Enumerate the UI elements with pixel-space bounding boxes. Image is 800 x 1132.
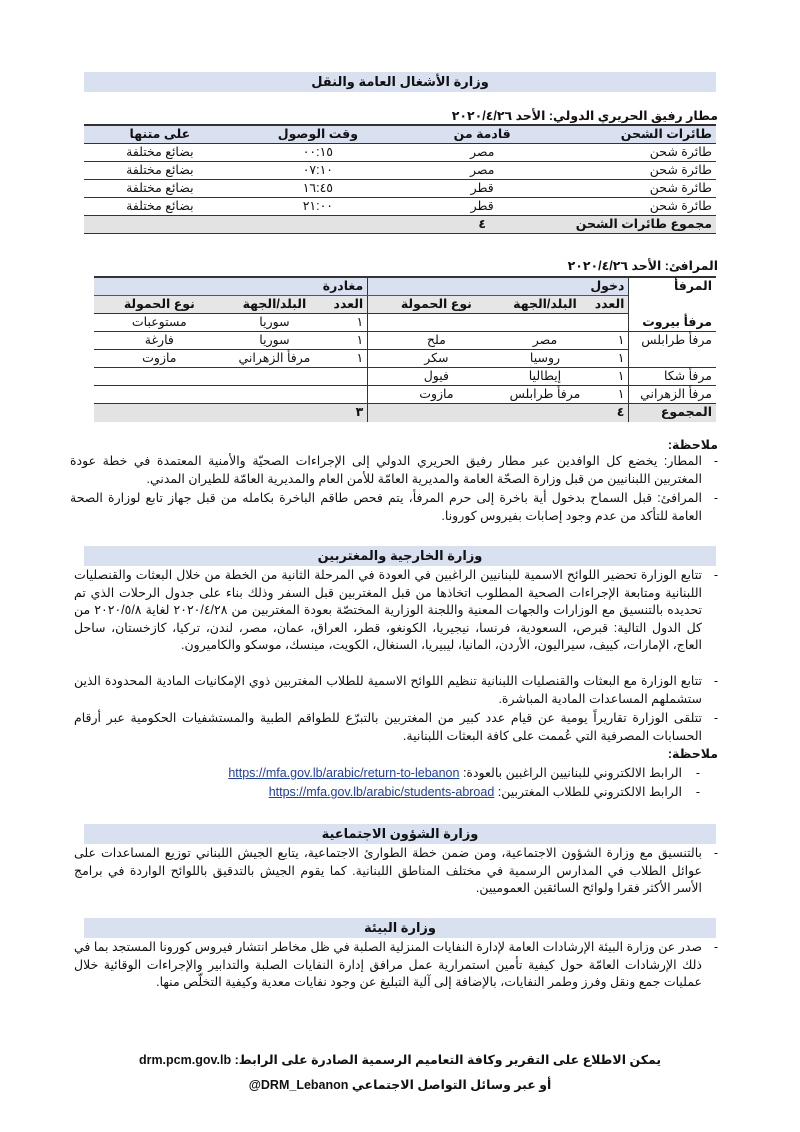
total-label: مجموع طائرات الشحن <box>564 216 716 234</box>
transport-note-label: ملاحظة: <box>667 438 718 452</box>
cell: مصر <box>400 144 564 162</box>
cell: روسيا <box>505 350 586 368</box>
total-value: ٤ <box>400 216 564 234</box>
ports-table <box>94 276 716 422</box>
table-row <box>94 332 716 350</box>
footer-line-2: أو عبر وسائل التواصل الاجتماعي @DRM_Lebanon <box>248 1078 552 1092</box>
total-label: المجموع <box>629 404 716 422</box>
table-row <box>94 386 716 404</box>
table-row <box>94 314 716 332</box>
cell: بضائع مختلفة <box>84 144 236 162</box>
cell: بضائع مختلفة <box>84 162 236 180</box>
column-header: نوع الحمولة <box>368 296 505 314</box>
table-row <box>84 198 716 216</box>
cell: قطر <box>400 180 564 198</box>
link-item: - الرابط الالكتروني للبنانيين الراغبين بالعودة: https://mfa.gov.lb/arabic/return-to-lebanon <box>228 766 700 780</box>
cell <box>94 368 225 386</box>
environment-item-1: - صدر عن وزارة البيئة الإرشادات العامة لإدارة النفايات المنزلية الصلبة في ظل مخاطر انتشار فيروس كورونا المستجد بما في ذلك الإرشادات العامّة حول كيفية تأمين استمرارية عمل مرافق إدارة النفايات الصلبة والتدابير والإجراءات الوقائية خلال عمليات جمع ونقل وفرز وطمر النفايات، بالإضافة إلى آلية التبليغ عن وجود نفايات معدية وكيفية التخلّص منها. <box>74 940 718 989</box>
cell <box>84 216 236 234</box>
port-name: مرفأ بيروت <box>629 314 716 332</box>
foreign-item-3: - تتلقى الوزارة تقاريراً يومية عن قيام عدد كبير من المغتربين بالتبرّع للطواقم الطبية والمستشفيات الحكومية عبر أرقام الحسابات المصرفية التي عُممت على كافة البعثات اللبنانية. <box>74 711 718 743</box>
table-total-row <box>94 404 716 422</box>
column-header: طائرات الشحن <box>564 125 716 144</box>
port-name: مرفأ طرابلس <box>629 332 716 368</box>
table-row <box>84 162 716 180</box>
cell: ١ <box>585 332 629 350</box>
total-in: ٤ <box>585 404 629 422</box>
section-header-social: وزارة الشؤون الاجتماعية <box>84 824 716 844</box>
cell <box>505 314 586 332</box>
column-header: العدد <box>585 296 629 314</box>
cell <box>225 386 325 404</box>
table-total-row <box>84 216 716 234</box>
link-item: - الرابط الالكتروني للطلاب المغتربين: https://mfa.gov.lb/arabic/students-abroad <box>268 785 700 799</box>
section-header-foreign: وزارة الخارجية والمغتربين <box>84 546 716 566</box>
column-header: نوع الحمولة <box>94 296 225 314</box>
cell: مصر <box>505 332 586 350</box>
port-name: مرفأ الزهراني <box>629 386 716 404</box>
port-name: مرفأ شكا <box>629 368 716 386</box>
foreign-item-1: - تتابع الوزارة تحضير اللوائح الاسمية للبنانيين الراغبين في العودة في المرحلة الثانية من الخطة من خلال البعثات والقنصليات اللبنانية ومتابعة الإجراءات الصحية المطلوب اتخاذها من قبل المغتربين قبل السفر وذلك بناء على جدول الرحلات الذي تم تحديده بالتنسيق مع الوزارات والجهات المعنية واللجنة الوزارية المختصّة بعودة المغتربين من ٢٠٢٠/٤/٢٨ لغاية ٢٠٢٠/٥/٨ من كل الدول التالية: قبرص، السعودية، فرنسا، نيجيريا، الكونغو، قطر، العراق، عمان، مصر، لندن، تركيا، كازخستان، ساحل العاج، الإمارات، كييف، سيراليون، الأردن، المانيا، ليبيريا، السنغال، الكويت، مينسك، موسكو والكاميرون. <box>74 568 718 652</box>
table-row <box>94 350 716 368</box>
port-column-header: المرفأ <box>629 277 716 314</box>
cell <box>94 386 225 404</box>
cell: ١ <box>585 368 629 386</box>
cell: ١ <box>324 314 368 332</box>
note-item-airport: - المطار: يخضع كل الوافدين عبر مطار رفيق الحريري الدولي إلى الإجراءات الصحيّة والأمنية المعتمدة في خطة عودة المغتربين اللبنانيين من قبل وزارة الصحّة العامة والمديرية العامّة للأمن العام والمديرية العامّة للطيران المدني. <box>70 454 718 486</box>
column-header: البلد/الجهة <box>225 296 325 314</box>
column-header: على متنها <box>84 125 236 144</box>
table-row <box>84 144 716 162</box>
cell: ١٦:٤٥ <box>236 180 400 198</box>
cell: ١ <box>324 332 368 350</box>
total-out: ٣ <box>324 404 368 422</box>
cell: ملح <box>368 332 505 350</box>
students-abroad-link[interactable]: https://mfa.gov.lb/arabic/students-abroad <box>268 785 495 799</box>
footer-website-link[interactable]: drm.pcm.gov.lb <box>138 1053 232 1067</box>
column-header: وقت الوصول <box>236 125 400 144</box>
cell: قطر <box>400 198 564 216</box>
column-header: قادمة من <box>400 125 564 144</box>
airport-cargo-table <box>84 124 716 234</box>
cell: فارغة <box>94 332 225 350</box>
cell: ٢١:٠٠ <box>236 198 400 216</box>
cell: ١ <box>585 350 629 368</box>
cell: بضائع مختلفة <box>84 198 236 216</box>
airport-caption: مطار رفيق الحريري الدولي: الأحد ٢٠٢٠/٤/٢٦ <box>451 109 718 123</box>
cell <box>225 368 325 386</box>
table-header-row <box>84 125 716 144</box>
foreign-item-2: - تتابع الوزارة مع البعثات والقنصليات اللبنانية تنظيم اللوائح الاسمية للطلاب المغتربين ذوي الإمكانيات المادية المحدودة الذين ستشملهم المساعدات المادية المباشرة. <box>74 674 718 706</box>
cell: مستوعبات <box>94 314 225 332</box>
cell: إيطاليا <box>505 368 586 386</box>
footer-social-handle[interactable]: @DRM_Lebanon <box>248 1078 349 1092</box>
foreign-links <box>120 765 700 801</box>
cell: سوريا <box>225 332 325 350</box>
cell: مازوت <box>368 386 505 404</box>
cell: مازوت <box>94 350 225 368</box>
cell: مصر <box>400 162 564 180</box>
cell: مرفأ الزهراني <box>225 350 325 368</box>
table-row <box>84 180 716 198</box>
note-item-ports: - المرافئ: قبل السماح بدخول أية باخرة إلى حرم المرفأ، يتم فحص طاقم الباخرة بكامله من قبل جهاز تابع لوزارة الصحة العامة للتأكد من عدم وجود إصابات بفيروس كورونا. <box>70 491 718 523</box>
cell <box>324 386 368 404</box>
exit-header: مغادرة <box>94 277 368 296</box>
section-header-environment: وزارة البيئة <box>84 918 716 938</box>
column-header: العدد <box>324 296 368 314</box>
section-header-transport: وزارة الأشغال العامة والنقل <box>84 72 716 92</box>
cell: طائرة شحن <box>564 198 716 216</box>
entry-header: دخول <box>368 277 629 296</box>
cell: مرفأ طرابلس <box>505 386 586 404</box>
cell: بضائع مختلفة <box>84 180 236 198</box>
column-header: البلد/الجهة <box>505 296 586 314</box>
cell: طائرة شحن <box>564 144 716 162</box>
cell <box>585 314 629 332</box>
foreign-note-label: ملاحظة: <box>667 747 718 761</box>
ports-caption: المرافئ: الأحد ٢٠٢٠/٤/٢٦ <box>567 259 718 273</box>
table-row <box>94 368 716 386</box>
footer-line-1: يمكن الاطلاع على التقرير وكافة التعاميم الرسمية الصادرة على الرابط: drm.pcm.gov.lb <box>138 1053 662 1067</box>
cell: سوريا <box>225 314 325 332</box>
cell: ٠٧:١٠ <box>236 162 400 180</box>
cell <box>324 368 368 386</box>
cell: فيول <box>368 368 505 386</box>
cell: طائرة شحن <box>564 180 716 198</box>
cell: طائرة شحن <box>564 162 716 180</box>
cell: ١ <box>324 350 368 368</box>
return-to-lebanon-link[interactable]: https://mfa.gov.lb/arabic/return-to-lebanon <box>228 766 460 780</box>
cell: سكر <box>368 350 505 368</box>
cell <box>236 216 400 234</box>
cell: ٠٠:١٥ <box>236 144 400 162</box>
social-item-1: - بالتنسيق مع وزارة الشؤون الاجتماعية، ومن ضمن خطة الطوارئ الاجتماعية، يتابع الجيش اللبناني توزيع المساعدات على عوائل الطلاب في المدارس الرسمية في مختلف المناطق اللبنانية. كما يقوم الجيش بالتدقيق باللوائح الواردة في برامج الأسر الأكثر فقرا ولوائح السائقين العموميين. <box>74 846 718 895</box>
cell <box>368 314 505 332</box>
cell: ١ <box>585 386 629 404</box>
